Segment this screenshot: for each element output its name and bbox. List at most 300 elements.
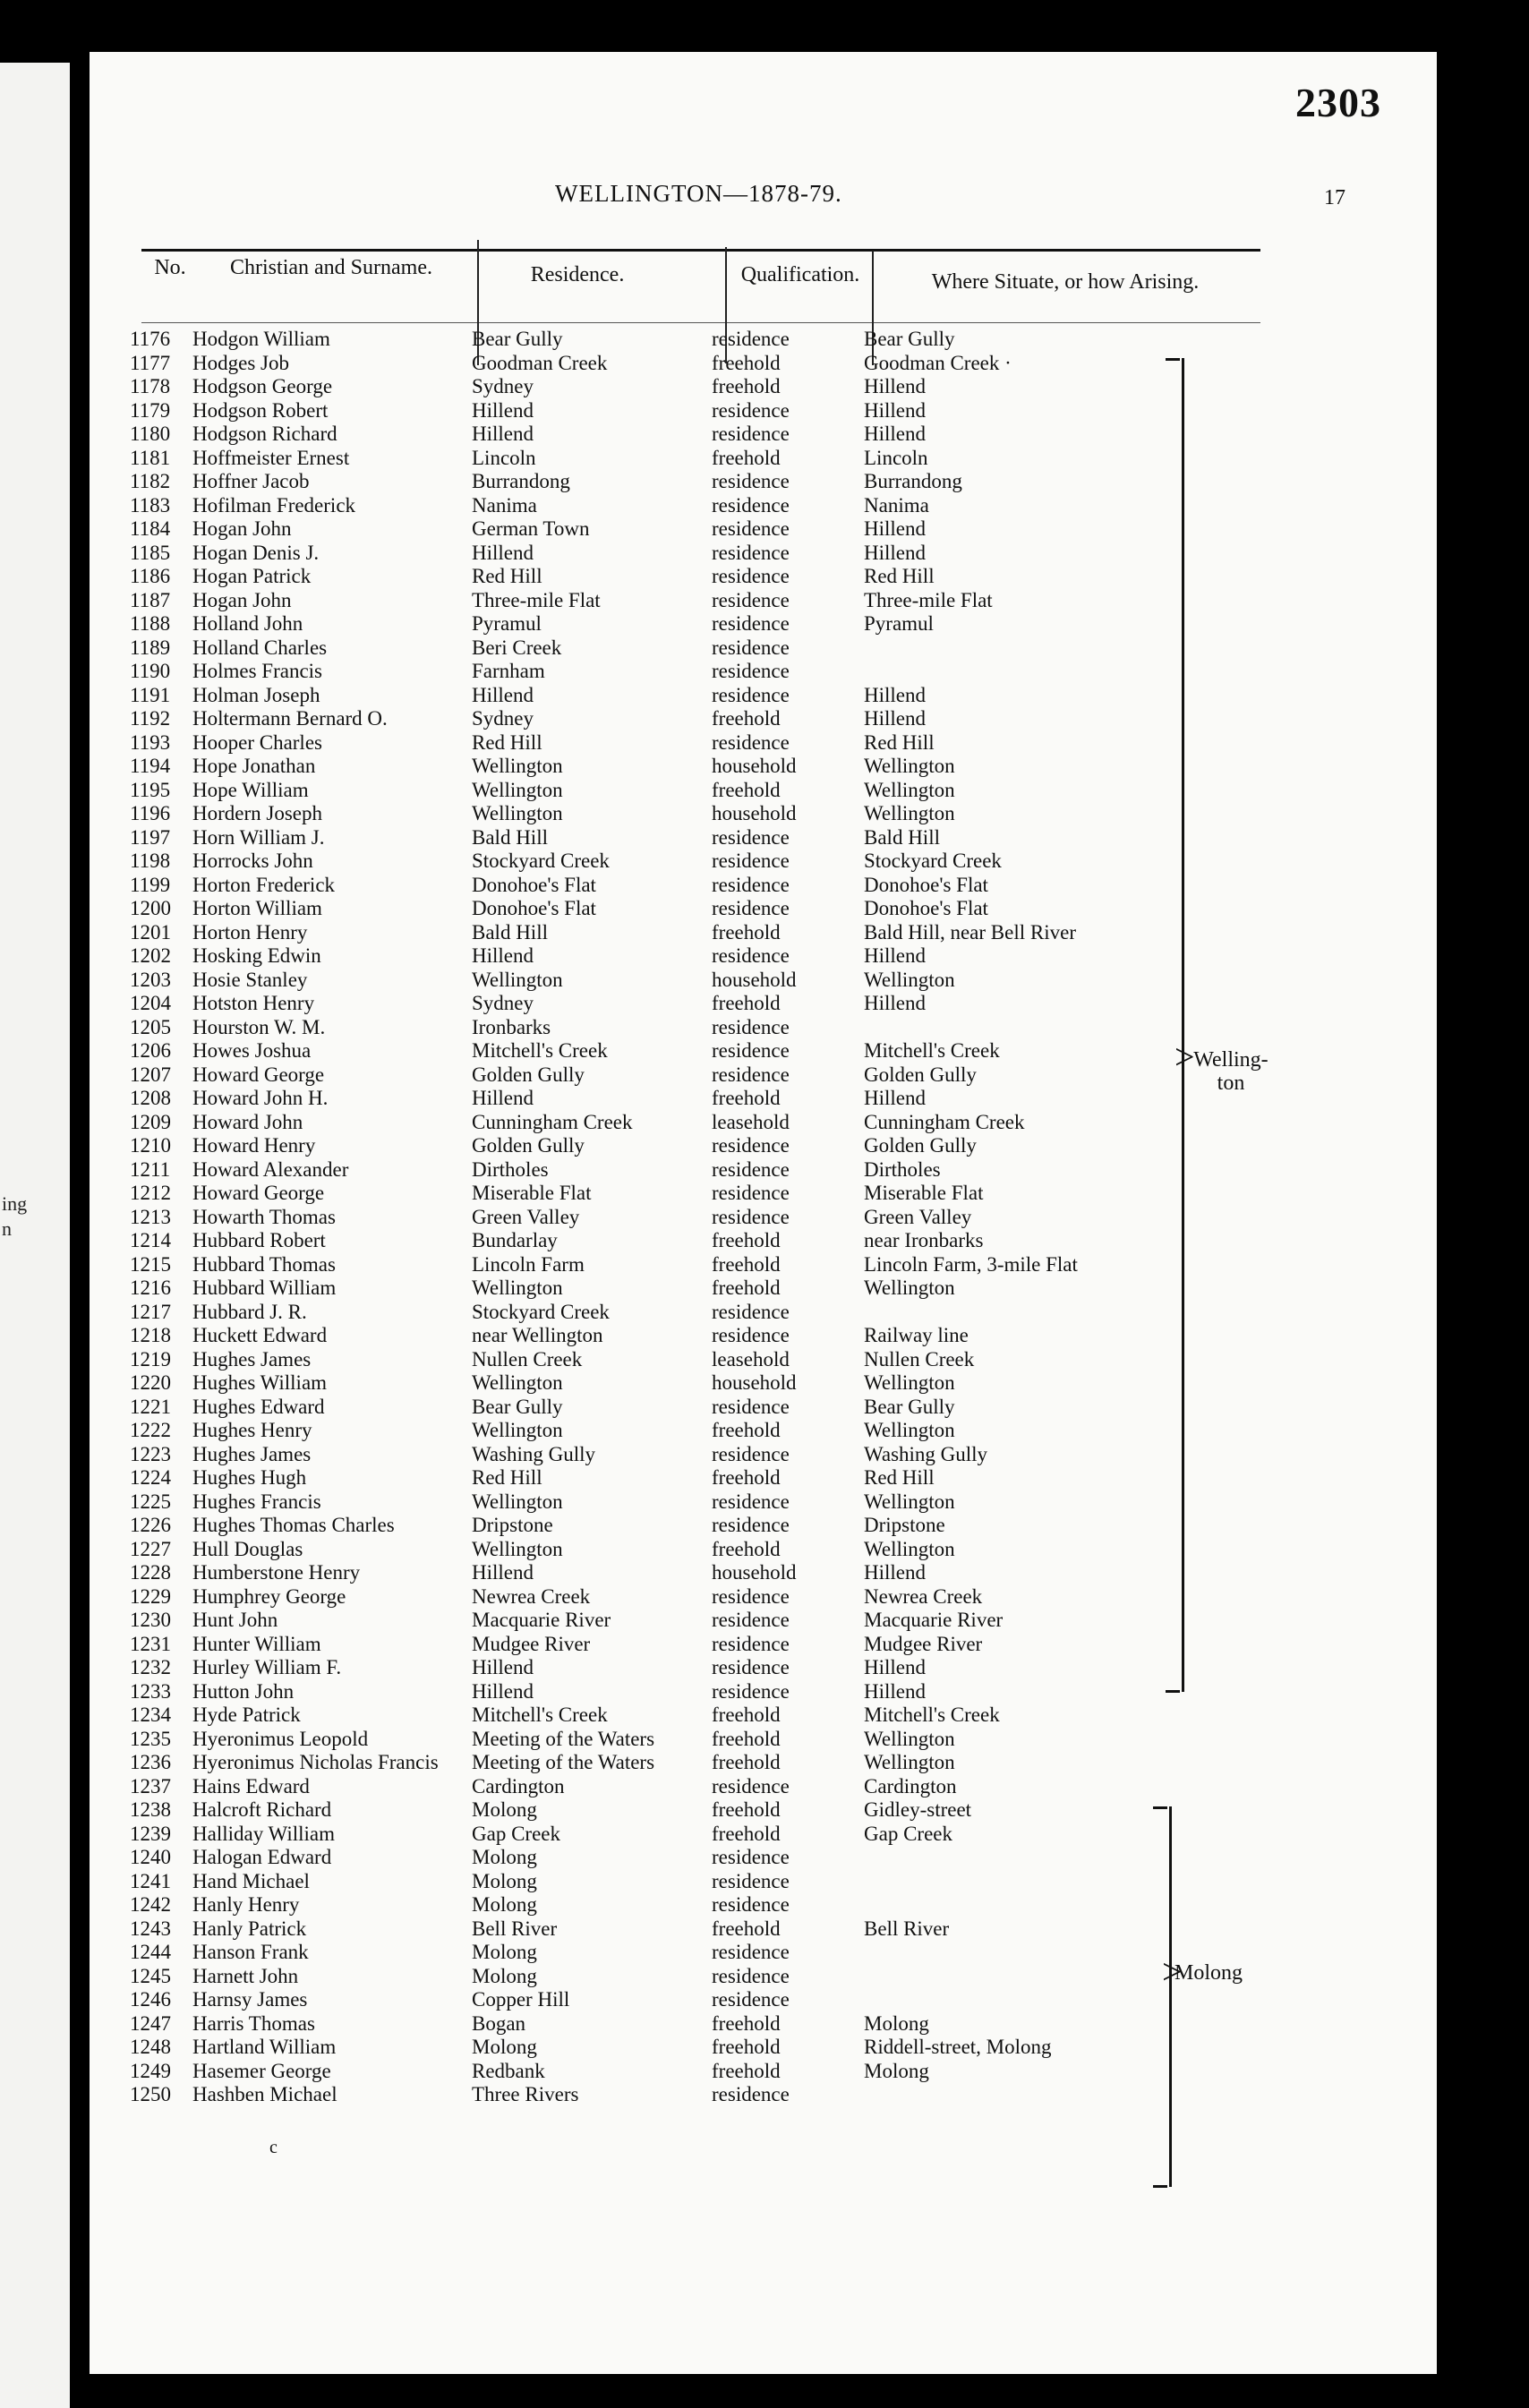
row-qualification: residence <box>712 944 790 967</box>
row-residence: Donohoe's Flat <box>472 873 596 896</box>
column-header-residence: Residence. <box>530 263 625 286</box>
row-qualification: residence <box>712 2083 790 2105</box>
row-residence: Red Hill <box>472 1466 542 1489</box>
row-name: Horton Henry <box>192 920 308 944</box>
row-residence: Pyramul <box>472 612 542 635</box>
table-row <box>130 1134 1240 1158</box>
row-residence: Beri Creek <box>472 636 562 659</box>
row-where: Hillend <box>864 517 926 540</box>
row-number: 1246 <box>130 1988 171 2011</box>
table-row <box>130 1680 1240 1704</box>
row-where: Hillend <box>864 992 926 1014</box>
row-where: Red Hill <box>864 730 935 754</box>
row-number: 1186 <box>130 565 171 587</box>
table-row <box>130 612 1240 636</box>
molong-brace-top <box>1153 1806 1167 1809</box>
row-where: Wellington <box>864 1277 955 1299</box>
row-where: Mitchell's Creek <box>864 1704 1000 1726</box>
row-where: Wellington <box>864 1419 955 1441</box>
row-name: Hodgon William <box>192 328 330 350</box>
row-where: Molong <box>864 2011 929 2035</box>
row-where: Lincoln <box>864 446 928 469</box>
row-name: Hashben Michael <box>192 2083 337 2105</box>
row-name: Hanson Frank <box>192 1941 309 1963</box>
row-residence: Three Rivers <box>472 2083 579 2105</box>
row-number: 1209 <box>130 1110 171 1133</box>
row-qualification: residence <box>712 1656 790 1678</box>
row-where: Hillend <box>864 683 926 706</box>
row-name: Hooper Charles <box>192 730 322 754</box>
table-row <box>130 1301 1240 1325</box>
table-row <box>130 1087 1240 1111</box>
row-residence: Molong <box>472 1869 537 1892</box>
row-name: Hasemer George <box>192 2059 331 2082</box>
table-row <box>130 1988 1240 2012</box>
row-residence: Sydney <box>472 375 534 397</box>
row-number: 1225 <box>130 1490 171 1513</box>
row-name: Hosking Edwin <box>192 944 321 967</box>
header-bottom-rule <box>141 322 1260 323</box>
table-row <box>130 375 1240 399</box>
table-row <box>130 470 1240 494</box>
table-row <box>130 850 1240 874</box>
row-where: Red Hill <box>864 1466 935 1489</box>
row-number: 1202 <box>130 944 171 967</box>
row-where: Wellington <box>864 1727 955 1750</box>
row-qualification: residence <box>712 730 790 754</box>
table-row <box>130 755 1240 779</box>
table-row <box>130 1893 1240 1917</box>
table-row <box>130 1704 1240 1728</box>
row-residence: Wellington <box>472 755 563 777</box>
row-residence: Lincoln Farm <box>472 1252 585 1276</box>
row-number: 1206 <box>130 1039 171 1062</box>
row-qualification: residence <box>712 1514 790 1536</box>
row-number: 1188 <box>130 612 171 635</box>
row-number: 1200 <box>130 897 171 919</box>
row-where: Golden Gully <box>864 1063 977 1086</box>
sheet-number: 17 <box>1324 186 1345 209</box>
table-row <box>130 636 1240 661</box>
row-residence: Wellington <box>472 1419 563 1441</box>
row-residence: Red Hill <box>472 730 542 754</box>
row-qualification: residence <box>712 897 790 919</box>
row-name: Huckett Edward <box>192 1324 328 1346</box>
row-number: 1182 <box>130 470 171 492</box>
row-where: Bald Hill, near Bell River <box>864 920 1076 944</box>
row-qualification: household <box>712 1371 797 1394</box>
table-row <box>130 1371 1240 1396</box>
row-name: Hogan John <box>192 588 292 611</box>
row-where: Wellington <box>864 968 955 991</box>
row-qualification: freehold <box>712 2036 781 2058</box>
row-qualification: freehold <box>712 1822 781 1845</box>
row-name: Hofilman Frederick <box>192 493 356 517</box>
row-qualification: freehold <box>712 1252 781 1276</box>
row-qualification: residence <box>712 1941 790 1963</box>
row-residence: Mudgee River <box>472 1632 591 1655</box>
row-name: Hughes William <box>192 1371 328 1394</box>
row-qualification: freehold <box>712 1466 781 1489</box>
wellington-brace-top <box>1166 358 1180 361</box>
row-number: 1218 <box>130 1324 171 1346</box>
row-name: Hunt John <box>192 1609 278 1631</box>
row-qualification: residence <box>712 636 790 659</box>
table-row <box>130 1775 1240 1799</box>
table-row <box>130 1063 1240 1088</box>
row-residence: Wellington <box>472 1537 563 1560</box>
row-qualification: residence <box>712 612 790 635</box>
row-where: Hillend <box>864 398 926 422</box>
table-row <box>130 1870 1240 1894</box>
table-row <box>130 779 1240 803</box>
table-row <box>130 1111 1240 1135</box>
row-name: Hubbard J. R. <box>192 1300 307 1323</box>
row-residence: Bundarlay <box>472 1229 558 1251</box>
row-name: Hughes Hugh <box>192 1466 307 1489</box>
row-residence: Farnham <box>472 660 545 682</box>
row-qualification: residence <box>712 683 790 706</box>
row-name: Hoffner Jacob <box>192 470 310 492</box>
table-row <box>130 1633 1240 1657</box>
row-where: Bald Hill <box>864 825 940 849</box>
row-residence: Hillend <box>472 1656 534 1678</box>
row-name: Hubbard Robert <box>192 1229 326 1251</box>
row-qualification: residence <box>712 1490 790 1513</box>
row-where: Hillend <box>864 1087 926 1109</box>
table-row <box>130 731 1240 756</box>
row-number: 1204 <box>130 992 171 1014</box>
row-number: 1211 <box>130 1157 171 1181</box>
row-name: Holmes Francis <box>192 660 323 682</box>
row-qualification: leasehold <box>712 1347 790 1371</box>
row-residence: Cardington <box>472 1774 565 1797</box>
row-name: Hughes James <box>192 1347 312 1371</box>
row-qualification: residence <box>712 850 790 872</box>
row-residence: Nanima <box>472 493 537 517</box>
table-row <box>130 1419 1240 1443</box>
table-row <box>130 684 1240 708</box>
row-number: 1249 <box>130 2059 171 2082</box>
molong-brace-point: > <box>1162 1951 1183 1992</box>
row-name: Horton Frederick <box>192 873 336 896</box>
row-where: Gidley-street <box>864 1798 972 1821</box>
row-number: 1197 <box>130 825 171 849</box>
table-row <box>130 992 1240 1016</box>
row-name: Hordern Joseph <box>192 802 322 824</box>
row-qualification: residence <box>712 1964 790 1987</box>
row-number: 1221 <box>130 1395 171 1418</box>
row-qualification: residence <box>712 873 790 896</box>
row-qualification: freehold <box>712 2059 781 2082</box>
table-row <box>130 542 1240 566</box>
row-residence: Gap Creek <box>472 1822 560 1845</box>
table-row <box>130 707 1240 731</box>
row-number: 1222 <box>130 1419 171 1441</box>
row-where: Hillend <box>864 944 926 967</box>
row-name: Horn William J. <box>192 825 325 849</box>
row-where: Hillend <box>864 1679 926 1703</box>
column-header-no: No. <box>154 256 186 279</box>
row-qualification: residence <box>712 1584 790 1608</box>
row-where: Mudgee River <box>864 1632 983 1655</box>
row-number: 1185 <box>130 541 171 564</box>
row-qualification: residence <box>712 1015 790 1038</box>
row-name: Hodges Job <box>192 351 289 374</box>
row-number: 1234 <box>130 1704 171 1726</box>
row-qualification: residence <box>712 423 790 445</box>
row-number: 1210 <box>130 1134 171 1157</box>
row-number: 1192 <box>130 707 171 730</box>
row-name: Holland Charles <box>192 636 328 659</box>
row-number: 1235 <box>130 1727 171 1750</box>
row-name: Hogan Denis J. <box>192 541 320 564</box>
row-qualification: residence <box>712 541 790 564</box>
row-number: 1215 <box>130 1252 171 1276</box>
table-row <box>130 328 1240 352</box>
row-number: 1179 <box>130 398 171 422</box>
wellington-group-label <box>1186 1048 1276 1095</box>
row-number: 1183 <box>130 493 171 517</box>
stray-mark: c <box>269 2138 278 2157</box>
row-number: 1207 <box>130 1063 171 1086</box>
row-where: Riddell-street, Molong <box>864 2036 1052 2058</box>
row-name: Hartland William <box>192 2036 337 2058</box>
row-qualification: freehold <box>712 1537 781 1560</box>
table-row <box>130 1039 1240 1063</box>
row-number: 1231 <box>130 1632 171 1655</box>
row-where: Cardington <box>864 1774 957 1797</box>
row-qualification: residence <box>712 1609 790 1631</box>
row-residence: Hillend <box>472 1087 534 1109</box>
wellington-brace-bottom <box>1166 1690 1180 1693</box>
row-residence: Meeting of the Waters <box>472 1751 655 1773</box>
row-number: 1187 <box>130 588 171 611</box>
row-residence: Mitchell's Creek <box>472 1704 608 1726</box>
table-row <box>130 802 1240 826</box>
table-row <box>130 1158 1240 1183</box>
row-qualification: residence <box>712 1182 790 1204</box>
table-row <box>130 1182 1240 1206</box>
row-number: 1181 <box>130 446 171 469</box>
row-qualification: freehold <box>712 446 781 469</box>
row-number: 1189 <box>130 636 171 659</box>
row-where: Bear Gully <box>864 1395 955 1418</box>
row-qualification: residence <box>712 1039 790 1062</box>
row-qualification: household <box>712 1561 797 1584</box>
row-qualification: freehold <box>712 1917 781 1940</box>
row-name: Hubbard William <box>192 1277 337 1299</box>
row-residence: Hillend <box>472 1679 534 1703</box>
wellington-brace-point: > <box>1175 1037 1195 1077</box>
header-top-rule <box>141 249 1260 252</box>
row-name: Holland John <box>192 612 303 635</box>
row-where: Lincoln Farm, 3-mile Flat <box>864 1252 1078 1276</box>
row-number: 1244 <box>130 1941 171 1963</box>
row-name: Howard Alexander <box>192 1157 349 1181</box>
row-number: 1198 <box>130 850 171 872</box>
row-name: Hutton John <box>192 1679 295 1703</box>
row-name: Howard George <box>192 1182 325 1204</box>
table-row <box>130 517 1240 542</box>
row-residence: Hillend <box>472 398 534 422</box>
row-name: Humphrey George <box>192 1584 346 1608</box>
row-where: Molong <box>864 2059 929 2082</box>
row-name: Hyeronimus Nicholas Francis <box>192 1751 439 1773</box>
row-residence: Wellington <box>472 778 563 801</box>
table-row <box>130 1016 1240 1040</box>
row-qualification: residence <box>712 660 790 682</box>
row-number: 1230 <box>130 1609 171 1631</box>
table-row <box>130 1348 1240 1372</box>
row-qualification: residence <box>712 825 790 849</box>
row-qualification: residence <box>712 1893 790 1916</box>
row-qualification: residence <box>712 1679 790 1703</box>
row-number: 1216 <box>130 1277 171 1299</box>
row-name: Hand Michael <box>192 1869 310 1892</box>
row-name: Howard Henry <box>192 1134 316 1157</box>
table-row <box>130 1751 1240 1775</box>
row-number: 1227 <box>130 1537 171 1560</box>
row-qualification: residence <box>712 1063 790 1086</box>
table-row <box>130 352 1240 376</box>
row-number: 1176 <box>130 328 171 350</box>
table-row <box>130 2036 1240 2060</box>
table-row <box>130 1490 1240 1515</box>
row-where: Hillend <box>864 423 926 445</box>
row-residence: Hillend <box>472 944 534 967</box>
row-number: 1241 <box>130 1869 171 1892</box>
table-row <box>130 1396 1240 1420</box>
row-qualification: residence <box>712 1442 790 1465</box>
fragment-text-2: n <box>2 1217 12 1240</box>
row-qualification: residence <box>712 1846 790 1868</box>
row-number: 1214 <box>130 1229 171 1251</box>
row-qualification: residence <box>712 1869 790 1892</box>
row-name: Hoffmeister Ernest <box>192 446 350 469</box>
row-where: Cunningham Creek <box>864 1110 1025 1133</box>
row-name: Howard George <box>192 1063 325 1086</box>
row-number: 1243 <box>130 1917 171 1940</box>
row-name: Horrocks John <box>192 850 313 872</box>
row-name: Hughes Edward <box>192 1395 325 1418</box>
table-row <box>130 1656 1240 1680</box>
row-residence: Molong <box>472 2036 537 2058</box>
table-row <box>130 1324 1240 1348</box>
table-row <box>130 1728 1240 1752</box>
table-row <box>130 921 1240 945</box>
row-number: 1191 <box>130 683 171 706</box>
row-residence: Wellington <box>472 1277 563 1299</box>
row-qualification: freehold <box>712 1751 781 1773</box>
adjacent-page-fragment <box>0 63 70 2408</box>
table-row <box>130 826 1240 850</box>
row-name: Hubbard Thomas <box>192 1252 336 1276</box>
table-row <box>130 1538 1240 1562</box>
row-name: Howard John <box>192 1110 303 1133</box>
table-row <box>130 660 1240 684</box>
row-where: Washing Gully <box>864 1442 988 1465</box>
row-qualification: freehold <box>712 375 781 397</box>
row-qualification: freehold <box>712 1419 781 1441</box>
row-where: Newrea Creek <box>864 1584 983 1608</box>
row-qualification: freehold <box>712 2011 781 2035</box>
row-qualification: residence <box>712 1300 790 1323</box>
row-name: Horton William <box>192 897 322 919</box>
row-name: Hodgson George <box>192 375 333 397</box>
table-row <box>130 897 1240 921</box>
row-where: Bell River <box>864 1917 950 1940</box>
row-where: Wellington <box>864 1751 955 1773</box>
row-qualification: residence <box>712 565 790 587</box>
row-qualification: freehold <box>712 1798 781 1821</box>
row-residence: Donohoe's Flat <box>472 897 596 919</box>
row-residence: near Wellington <box>472 1324 603 1346</box>
row-residence: Bell River <box>472 1917 558 1940</box>
row-name: Hughes Francis <box>192 1490 321 1513</box>
row-residence: Red Hill <box>472 565 542 587</box>
row-number: 1177 <box>130 351 171 374</box>
row-residence: Wellington <box>472 968 563 991</box>
row-number: 1236 <box>130 1751 171 1773</box>
table-row <box>130 2083 1240 2107</box>
row-qualification: residence <box>712 1988 790 2011</box>
row-residence: Wellington <box>472 802 563 824</box>
row-qualification: leasehold <box>712 1110 790 1133</box>
row-number: 1226 <box>130 1514 171 1536</box>
molong-brace-bottom <box>1153 2185 1167 2188</box>
row-residence: Molong <box>472 1798 537 1821</box>
row-residence: Molong <box>472 1964 537 1987</box>
row-name: Hanly Patrick <box>192 1917 307 1940</box>
row-residence: Stockyard Creek <box>472 1300 610 1323</box>
row-name: Harris Thomas <box>192 2011 315 2035</box>
table-row <box>130 1609 1240 1633</box>
row-where: Wellington <box>864 1490 955 1513</box>
row-qualification: household <box>712 968 797 991</box>
row-residence: Hillend <box>472 423 534 445</box>
row-residence: Sydney <box>472 992 534 1014</box>
row-number: 1247 <box>130 2011 171 2035</box>
wellington-label-line-1: Welling- <box>1193 1048 1268 1072</box>
row-residence: Washing Gully <box>472 1442 596 1465</box>
row-residence: Lincoln <box>472 446 536 469</box>
table-row <box>130 423 1240 447</box>
row-name: Hurley William F. <box>192 1656 342 1678</box>
table-row <box>130 1443 1240 1467</box>
row-name: Holman Joseph <box>192 683 320 706</box>
row-name: Hosie Stanley <box>192 968 308 991</box>
row-number: 1194 <box>130 755 171 777</box>
row-qualification: residence <box>712 1324 790 1346</box>
row-qualification: freehold <box>712 707 781 730</box>
row-residence: Cunningham Creek <box>472 1110 633 1133</box>
row-number: 1248 <box>130 2036 171 2058</box>
row-name: Hughes James <box>192 1442 312 1465</box>
wellington-brace <box>1175 358 1184 1692</box>
row-number: 1208 <box>130 1087 171 1109</box>
row-number: 1217 <box>130 1300 171 1323</box>
row-number: 1233 <box>130 1679 171 1703</box>
row-name: Howard John H. <box>192 1087 329 1109</box>
row-qualification: freehold <box>712 1727 781 1750</box>
row-where: Goodman Creek · <box>864 351 1012 374</box>
row-name: Hains Edward <box>192 1774 310 1797</box>
row-where: Burrandong <box>864 470 962 492</box>
row-number: 1201 <box>130 920 171 944</box>
row-residence: Copper Hill <box>472 1988 570 2011</box>
row-residence: Golden Gully <box>472 1063 585 1086</box>
